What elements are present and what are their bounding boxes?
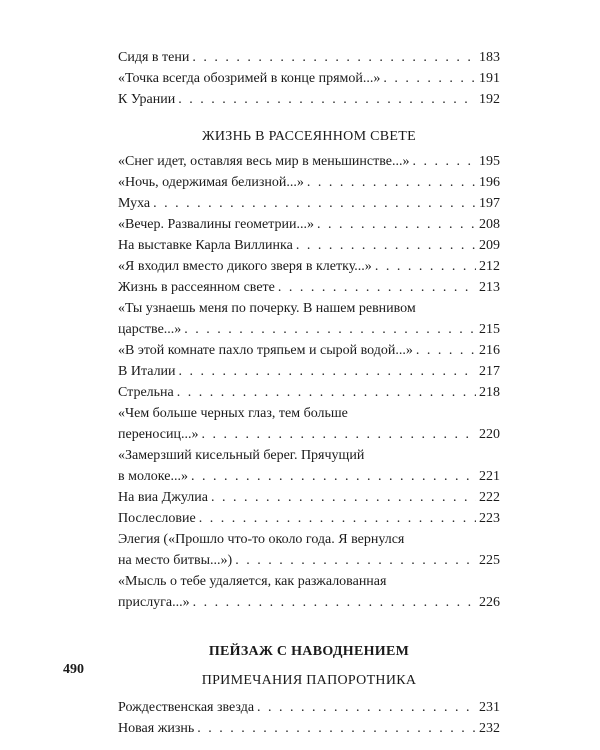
toc-entry	[118, 403, 500, 445]
entry-title: Стрельна	[118, 385, 174, 400]
entry-page: 217	[479, 364, 500, 379]
toc-entry	[118, 277, 500, 298]
dot-leader	[383, 68, 476, 89]
entry-title: Рождественская звезда	[118, 700, 255, 715]
dot-leader	[192, 47, 476, 68]
entry-page: 225	[479, 553, 500, 568]
toc-entry	[118, 697, 500, 718]
entry-title: «Снег идет, оставляя весь мир в меньшинстве...»	[118, 154, 410, 169]
dot-leader	[191, 466, 476, 487]
toc-entry	[118, 487, 500, 508]
dot-leader	[199, 508, 476, 529]
entry-page: 197	[479, 196, 500, 211]
dot-leader	[179, 361, 476, 382]
entry-title: «Точка всегда обозримей в конце прямой...»	[118, 71, 381, 86]
toc-entry	[118, 361, 500, 382]
entry-title: в молоке...»	[118, 469, 188, 484]
entry-title: Жизнь в рассеянном свете	[118, 280, 275, 295]
dot-leader	[375, 256, 476, 277]
dot-leader	[235, 550, 476, 571]
dot-leader	[307, 172, 476, 193]
entry-page: 221	[479, 469, 500, 484]
dot-leader	[184, 319, 476, 340]
entry-page: 223	[479, 511, 500, 526]
entry-title: На виа Джулиа	[118, 490, 208, 505]
entry-title: Послесловие	[118, 511, 196, 526]
entry-title: В Италии	[118, 364, 176, 379]
toc-entry	[118, 151, 500, 172]
toc-entry	[118, 718, 500, 739]
toc-entry	[118, 298, 500, 340]
entry-title: Сидя в тени	[118, 50, 190, 65]
dot-leader	[278, 277, 476, 298]
toc-entry	[118, 508, 500, 529]
entry-title-first-line: «Мысль о тебе удаляется, как разжалованная	[118, 574, 387, 589]
dot-leader	[211, 487, 476, 508]
entry-title-first-line: «Чем больше черных глаз, тем больше	[118, 406, 348, 421]
entry-title-first-line: «Ты узнаешь меня по почерку. В нашем ревнивом	[118, 301, 416, 316]
entry-page: 209	[479, 238, 500, 253]
entry-title: переносиц...»	[118, 427, 199, 442]
entry-page: 220	[479, 427, 500, 442]
section-heading: ЖИЗНЬ В РАССЕЯННОМ СВЕТЕ	[202, 129, 416, 144]
dot-leader	[317, 214, 476, 235]
dot-leader	[416, 340, 476, 361]
section2-entries	[118, 697, 500, 739]
entry-title: «В этой комнате пахло тряпьем и сырой водой...»	[118, 343, 413, 358]
toc-entry	[118, 529, 500, 571]
toc-entry	[118, 47, 500, 68]
toc-entry	[118, 89, 500, 110]
entry-title-first-line: «Замерзший кисельный берег. Прячущий	[118, 448, 365, 463]
toc-entry	[118, 172, 500, 193]
table-of-contents	[118, 47, 500, 739]
entry-title: Муха	[118, 196, 151, 211]
page-number: 490	[63, 662, 84, 677]
entry-page: 196	[479, 175, 500, 190]
entry-title: прислуга...»	[118, 595, 190, 610]
dot-leader	[201, 424, 476, 445]
dot-leader	[193, 592, 476, 613]
entry-page: 231	[479, 700, 500, 715]
entry-title: «Я входил вместо дикого зверя в клетку...»	[118, 259, 372, 274]
entry-page: 216	[479, 343, 500, 358]
top-entries	[118, 47, 500, 110]
toc-entry	[118, 340, 500, 361]
dot-leader	[412, 151, 476, 172]
dot-leader	[296, 235, 476, 256]
entry-page: 215	[479, 322, 500, 337]
toc-entry	[118, 68, 500, 89]
entry-title: Новая жизнь	[118, 721, 195, 736]
dot-leader	[197, 718, 476, 739]
entry-title: На выставке Карла Виллинка	[118, 238, 293, 253]
toc-entry	[118, 214, 500, 235]
dot-leader	[257, 697, 476, 718]
entry-page: 191	[479, 71, 500, 86]
entry-title: «Вечер. Развалины геометрии...»	[118, 217, 314, 232]
section1-entries	[118, 151, 500, 613]
entry-page: 218	[479, 385, 500, 400]
toc-entry	[118, 382, 500, 403]
toc-entry	[118, 571, 500, 613]
entry-title: «Ночь, одержимая белизной...»	[118, 175, 304, 190]
entry-title-first-line: Элегия («Прошло что-то около года. Я вернулся	[118, 532, 405, 547]
section-heading: ПРИМЕЧАНИЯ ПАПОРОТНИКА	[201, 673, 417, 688]
toc-entry	[118, 193, 500, 214]
toc-entry	[118, 235, 500, 256]
toc-entry	[118, 445, 500, 487]
entry-page: 195	[479, 154, 500, 169]
entry-page: 232	[479, 721, 500, 736]
dot-leader	[153, 193, 476, 214]
entry-page: 183	[479, 50, 500, 65]
entry-page: 212	[479, 259, 500, 274]
entry-page: 222	[479, 490, 500, 505]
dot-leader	[177, 382, 476, 403]
entry-page: 192	[479, 92, 500, 107]
entry-page: 208	[479, 217, 500, 232]
entry-title: на место битвы...»)	[118, 553, 233, 568]
entry-page: 226	[479, 595, 500, 610]
entry-title: К Урании	[118, 92, 176, 107]
entry-page: 213	[479, 280, 500, 295]
toc-entry	[118, 256, 500, 277]
entry-title: царстве...»	[118, 322, 182, 337]
dot-leader	[178, 89, 476, 110]
part-heading: ПЕЙЗАЖ С НАВОДНЕНИЕМ	[208, 644, 410, 659]
